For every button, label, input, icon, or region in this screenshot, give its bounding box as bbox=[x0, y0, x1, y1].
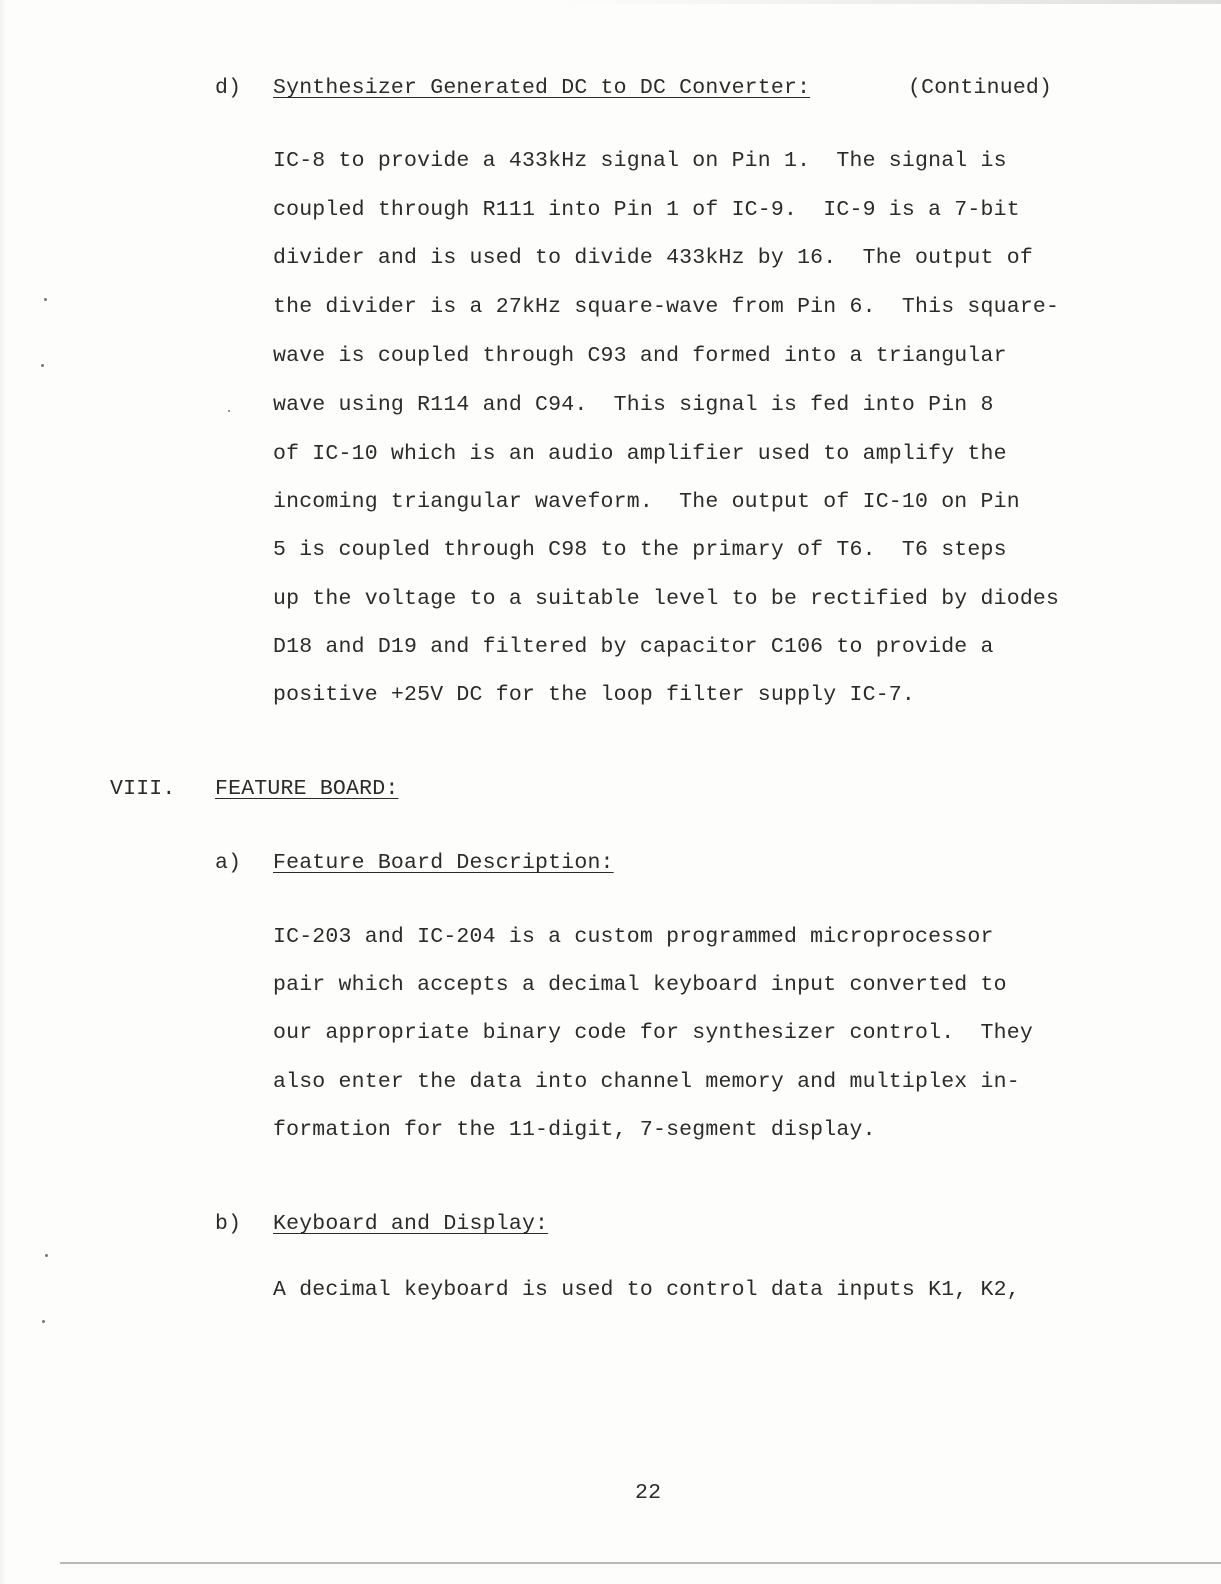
paragraph-line: up the voltage to a suitable level to be rectified by diodes bbox=[273, 587, 1060, 611]
paragraph-line: coupled through R111 into Pin 1 of IC-9. IC-9 is a 7-bit bbox=[273, 198, 1020, 222]
section-a-label: a) bbox=[215, 851, 242, 875]
scan-speck bbox=[45, 1254, 48, 1257]
paragraph-line: IC-203 and IC-204 is a custom programmed microprocessor bbox=[273, 925, 994, 949]
paragraph-line: IC-8 to provide a 433kHz signal on Pin 1. The signal is bbox=[273, 149, 1007, 173]
paragraph-line: divider and is used to divide 433kHz by 16. The output of bbox=[273, 246, 1033, 270]
scan-speck bbox=[44, 298, 47, 301]
section-a-heading: Feature Board Description: bbox=[273, 851, 614, 875]
scan-bottom-edge bbox=[60, 1562, 1221, 1564]
paragraph-line: pair which accepts a decimal keyboard input converted to bbox=[273, 973, 1007, 997]
paragraph-line: of IC-10 which is an audio amplifier used to amplify the bbox=[273, 442, 1007, 466]
paragraph-line: D18 and D19 and filtered by capacitor C106 to provide a bbox=[273, 635, 994, 659]
paragraph-line: 5 is coupled through C98 to the primary of T6. T6 steps bbox=[273, 538, 1007, 562]
scan-speck bbox=[228, 410, 230, 412]
paragraph-line: the divider is a 27kHz square-wave from Pin 6. This square- bbox=[273, 295, 1060, 319]
paragraph-line: also enter the data into channel memory and multiplex in- bbox=[273, 1070, 1020, 1094]
section-viii-numeral: VIII. bbox=[110, 777, 176, 801]
section-b-heading: Keyboard and Display: bbox=[273, 1212, 549, 1236]
paragraph-line: formation for the 11-digit, 7-segment display. bbox=[273, 1118, 876, 1142]
section-d-heading: Synthesizer Generated DC to DC Converter: bbox=[273, 76, 811, 100]
section-viii-heading: FEATURE BOARD: bbox=[215, 777, 399, 801]
page-number: 22 bbox=[635, 1481, 662, 1505]
section-b-label: b) bbox=[215, 1212, 242, 1236]
scan-left-edge bbox=[0, 0, 6, 1584]
paragraph-line: A decimal keyboard is used to control data inputs K1, K2, bbox=[273, 1278, 1020, 1302]
paragraph-line: our appropriate binary code for synthesizer control. They bbox=[273, 1021, 1033, 1045]
section-d-continued: (Continued) bbox=[908, 76, 1053, 100]
scan-speck bbox=[41, 364, 44, 367]
paragraph-line: positive +25V DC for the loop filter supply IC-7. bbox=[273, 683, 916, 707]
scan-top-edge bbox=[560, 0, 1221, 4]
paragraph-line: wave using R114 and C94. This signal is fed into Pin 8 bbox=[273, 393, 994, 417]
paragraph-line: wave is coupled through C93 and formed into a triangular bbox=[273, 344, 1007, 368]
scan-speck bbox=[42, 1320, 45, 1323]
paragraph-line: incoming triangular waveform. The output of IC-10 on Pin bbox=[273, 490, 1020, 514]
section-d-label: d) bbox=[215, 76, 242, 100]
